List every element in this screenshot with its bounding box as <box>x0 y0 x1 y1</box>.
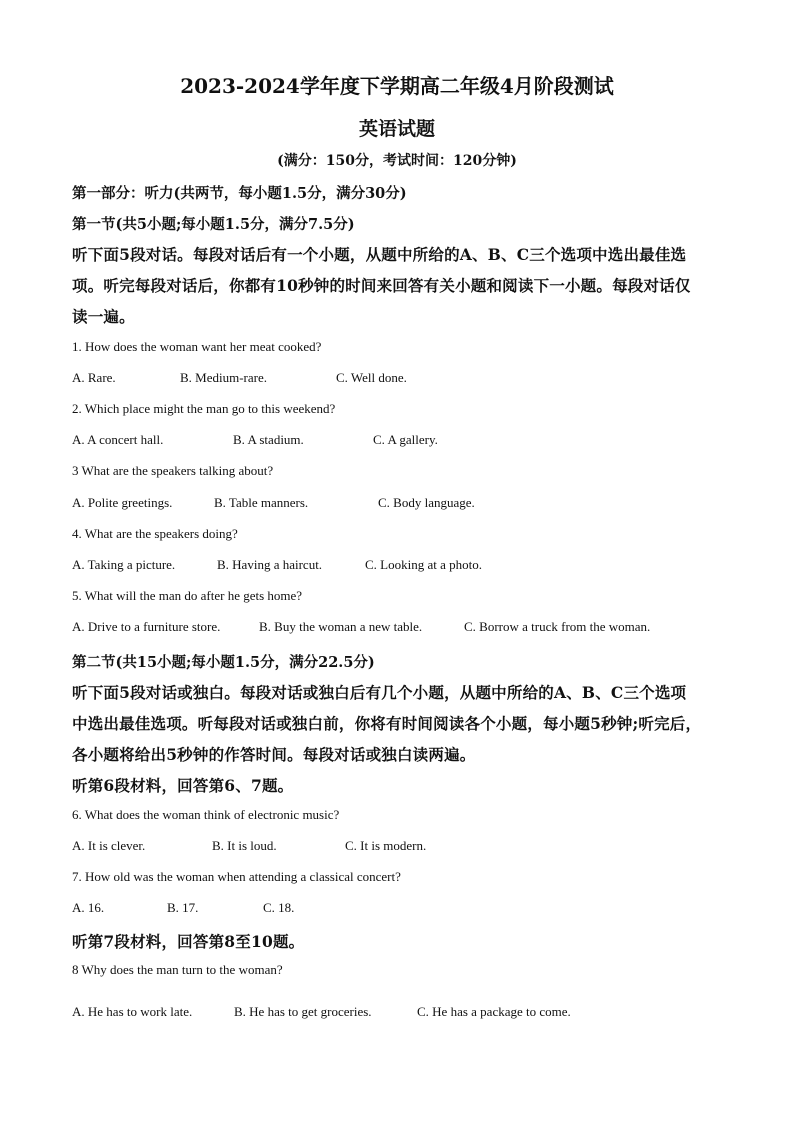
material-7-heading: 听第7段材料，回答第8至10题。 <box>72 932 305 951</box>
option-c: C. It is modern. <box>345 838 427 853</box>
option-a: A. Taking a picture. <box>72 557 176 572</box>
option-c: C. Well done. <box>336 370 407 385</box>
option-b: B. He has to get groceries. <box>234 1004 372 1019</box>
option-a: A. He has to work late. <box>72 1004 193 1019</box>
exam-subject: 英语试题 <box>358 118 435 140</box>
exam-info: (满分：150分，考试时间：120分钟) <box>277 153 517 169</box>
option-b: B. 17. <box>167 900 199 915</box>
option-a: A. Polite greetings. <box>72 495 173 510</box>
section1-heading: 第一节(共5小题;每小题1.5分，满分7.5分) <box>72 216 355 233</box>
option-c: C. Borrow a truck from the woman. <box>464 619 651 634</box>
material-6-heading: 听第6段材料，回答第6、7题。 <box>72 776 294 795</box>
section1-instruction-line: 听下面5段对话。每段对话后有一个小题，从题中所给的A、B、C三个选项中选出最佳选 <box>72 245 687 264</box>
section2-instruction-line: 各小题将给出5秒钟的作答时间。每段对话或独白读两遍。 <box>72 745 476 764</box>
option-a: A. 16. <box>72 900 105 915</box>
question-text: 8 Why does the man turn to the woman? <box>72 962 283 977</box>
question-text: 1. How does the woman want her meat cooked? <box>72 339 322 354</box>
question-text: 2. Which place might the man go to this weekend? <box>72 401 336 416</box>
option-a: A. It is clever. <box>72 838 146 853</box>
exam-title: 2023-2024学年度下学期高二年级4月阶段测试 <box>180 74 614 98</box>
question-text: 5. What will the man do after he gets home? <box>72 588 303 603</box>
option-c: C. 18. <box>263 900 295 915</box>
option-c: C. Body language. <box>378 495 475 510</box>
section1-instruction-line: 读一遍。 <box>72 307 135 326</box>
option-c: C. He has a package to come. <box>417 1004 571 1019</box>
option-a: A. Drive to a furniture store. <box>72 619 221 634</box>
option-b: B. Buy the woman a new table. <box>259 619 423 634</box>
option-c: C. Looking at a photo. <box>365 557 482 572</box>
question-text: 6. What does the woman think of electronic music? <box>72 807 340 822</box>
question-text: 4. What are the speakers doing? <box>72 526 238 541</box>
option-b: B. Table manners. <box>214 495 309 510</box>
option-b: B. Having a haircut. <box>217 557 323 572</box>
option-a: A. Rare. <box>72 370 116 385</box>
part1-heading: 第一部分：听力(共两节，每小题1.5分，满分30分) <box>72 185 407 202</box>
option-a: A. A concert hall. <box>72 432 164 447</box>
section1-instruction-line: 项。听完每段对话后，你都有10秒钟的时间来回答有关小题和阅读下一小题。每段对话仅 <box>72 276 691 295</box>
option-b: B. It is loud. <box>212 838 277 853</box>
section2-instruction-line: 中选出最佳选项。听每段对话或独白前，你将有时间阅读各个小题，每小题5秒钟;听完后， <box>72 714 702 733</box>
question-text: 7. How old was the woman when attending a classical concert? <box>72 869 401 884</box>
section2-instruction-line: 听下面5段对话或独白。每段对话或独白后有几个小题，从题中所给的A、B、C三个选项 <box>72 683 687 702</box>
option-c: C. A gallery. <box>373 432 438 447</box>
option-b: B. Medium-rare. <box>180 370 268 385</box>
section2-heading: 第二节(共15小题;每小题1.5分，满分22.5分) <box>72 654 375 671</box>
question-text: 3 What are the speakers talking about? <box>72 463 274 478</box>
option-b: B. A stadium. <box>233 432 304 447</box>
